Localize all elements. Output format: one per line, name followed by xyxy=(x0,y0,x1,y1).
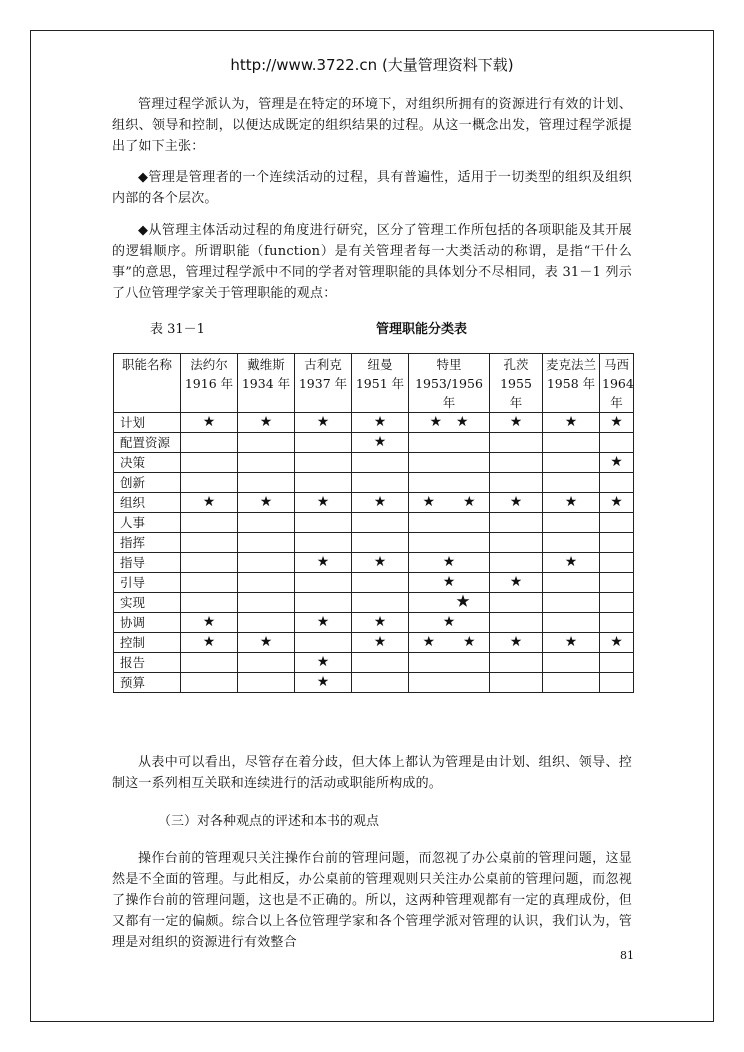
table-cell xyxy=(181,433,238,453)
table-cell xyxy=(238,673,295,693)
table-cell xyxy=(490,653,543,673)
table-row xyxy=(114,473,634,493)
header-massie: 马西 1964 年 xyxy=(600,354,634,413)
row-label: 人事 xyxy=(114,513,181,533)
table-cell: ★ xyxy=(295,413,352,433)
table-cell: ★ xyxy=(409,613,490,633)
table-cell: ★ xyxy=(295,653,352,673)
row-label: 协调 xyxy=(114,613,181,633)
table-cell: ★ xyxy=(600,413,634,433)
table-cell xyxy=(409,473,490,493)
table-cell xyxy=(600,613,634,633)
table-cell xyxy=(295,633,352,653)
table-row xyxy=(114,433,634,453)
table-cell xyxy=(600,433,634,453)
table-cell xyxy=(238,613,295,633)
row-label: 控制 xyxy=(114,633,181,653)
table-cell: ★ xyxy=(238,493,295,513)
table-cell: ★ xyxy=(181,493,238,513)
table-row xyxy=(114,553,634,573)
row-label: 配置资源 xyxy=(114,433,181,453)
row-label: 报告 xyxy=(114,653,181,673)
row-label: 引导 xyxy=(114,573,181,593)
table-cell xyxy=(600,533,634,553)
table-cell: ★ xyxy=(543,553,600,573)
table-cell xyxy=(409,673,490,693)
table-cell: ★ xyxy=(295,553,352,573)
table-cell xyxy=(600,553,634,573)
table-row xyxy=(114,673,634,693)
table-cell xyxy=(352,513,409,533)
row-label: 组织 xyxy=(114,493,181,513)
row-label: 计划 xyxy=(114,413,181,433)
table-cell: ★ xyxy=(352,493,409,513)
table-cell xyxy=(181,553,238,573)
table-cell xyxy=(543,473,600,493)
table-cell xyxy=(238,653,295,673)
table-cell: ★ xyxy=(352,553,409,573)
table-cell xyxy=(543,593,600,613)
table-cell xyxy=(352,593,409,613)
table-cell: ★ xyxy=(238,633,295,653)
table-cell xyxy=(181,533,238,553)
table-cell: ★ ★ xyxy=(409,493,490,513)
table-cell xyxy=(409,513,490,533)
table-cell xyxy=(543,433,600,453)
table-cell xyxy=(238,513,295,533)
table-cell: ★ ★ xyxy=(409,413,490,433)
table-cell xyxy=(238,473,295,493)
table-cell xyxy=(295,533,352,553)
table-cell xyxy=(490,433,543,453)
table-cell xyxy=(543,573,600,593)
table-row xyxy=(114,493,634,513)
table-cell xyxy=(543,613,600,633)
table-number: 表 31－1 xyxy=(150,322,205,337)
table-cell: ★ xyxy=(543,633,600,653)
table-cell xyxy=(352,673,409,693)
table-cell xyxy=(490,673,543,693)
table-cell xyxy=(295,573,352,593)
table-row xyxy=(114,533,634,553)
header-koontz: 孔茨 1955 年 xyxy=(490,354,543,413)
table-cell: ★ xyxy=(600,493,634,513)
table-cell xyxy=(490,473,543,493)
table-cell xyxy=(490,553,543,573)
page-number: 81 xyxy=(620,949,634,962)
paragraph-final: 操作台前的管理观只关注操作台前的管理问题，而忽视了办公桌前的管理问题，这显然是不全面的管理。与此相反，办公桌前的管理观则只关注办公桌前的管理问题，而忽视了操作台前的管理问题，这也是不正确的。所以，这两种管理观都有一定的真理成份，但又都有一定的偏颇。综合以上各位管理学家和各个管理学派对管理的认识，我们认为，管理是对组织的资源进行有效整合 xyxy=(112,851,632,950)
table-cell xyxy=(409,433,490,453)
row-label: 指挥 xyxy=(114,533,181,553)
table-cell xyxy=(490,453,543,473)
table-cell: ★ xyxy=(543,413,600,433)
paragraph-point-2: ◆从管理主体活动过程的角度进行研究，区分了管理工作所包括的各项职能及其开展的逻辑顺序。所谓职能（function）是有关管理者每一大类活动的称谓，是指“干什么事”的意思，管理过程学派中不同的学者对管理职能的具体划分不尽相同，表 31－1 列示了八位管理学家关于管理职能的观点： xyxy=(112,223,632,301)
table-cell xyxy=(181,573,238,593)
table-cell: ★ xyxy=(543,493,600,513)
table-cell xyxy=(352,653,409,673)
table-cell: ★ xyxy=(181,633,238,653)
table-header-row xyxy=(114,354,634,413)
table-cell: ★ xyxy=(600,633,634,653)
table-cell xyxy=(238,573,295,593)
table-cell xyxy=(543,673,600,693)
table-cell: ★ xyxy=(181,613,238,633)
table-cell xyxy=(181,473,238,493)
table-cell xyxy=(490,533,543,553)
table-cell xyxy=(238,553,295,573)
row-label: 预算 xyxy=(114,673,181,693)
table-cell xyxy=(352,473,409,493)
table-cell xyxy=(352,453,409,473)
table-row xyxy=(114,633,634,653)
table-cell xyxy=(600,593,634,613)
table-body xyxy=(114,413,634,693)
table-cell xyxy=(238,453,295,473)
table-cell xyxy=(238,533,295,553)
header-mcfarland: 麦克法兰 1958 年 xyxy=(543,354,600,413)
header-gulick: 古利克 1937 年 xyxy=(295,354,352,413)
table-row xyxy=(114,593,634,613)
table-cell xyxy=(543,453,600,473)
table-cell xyxy=(543,653,600,673)
table-cell: ★ ★ xyxy=(409,633,490,653)
table-row xyxy=(114,413,634,433)
table-cell: ★ xyxy=(409,553,490,573)
table-cell xyxy=(600,473,634,493)
table-cell: ★ xyxy=(295,673,352,693)
table-cell xyxy=(600,653,634,673)
table-row xyxy=(114,513,634,533)
table-cell xyxy=(543,513,600,533)
table-cell xyxy=(490,513,543,533)
table-cell xyxy=(352,533,409,553)
header-terry: 特里 1953/1956 年 xyxy=(409,354,490,413)
table-cell xyxy=(409,533,490,553)
table-cell xyxy=(181,593,238,613)
table-row xyxy=(114,573,634,593)
table-cell: ★ xyxy=(600,453,634,473)
table-cell xyxy=(490,613,543,633)
table-cell: ★ xyxy=(490,573,543,593)
table-cell xyxy=(295,453,352,473)
page-header: http://www.3722.cn (大量管理资料下载) xyxy=(230,56,514,74)
header-fayol: 法约尔 1916 年 xyxy=(181,354,238,413)
section-heading: （三）对各种观点的评述和本书的观点 xyxy=(158,814,380,829)
table-cell xyxy=(238,433,295,453)
table-cell: ★ xyxy=(490,493,543,513)
table-cell: ★ xyxy=(295,613,352,633)
table-cell: ★ xyxy=(409,573,490,593)
table-cell: ★ xyxy=(352,413,409,433)
table-cell xyxy=(600,513,634,533)
table-cell xyxy=(600,673,634,693)
paragraph-intro: 管理过程学派认为，管理是在特定的环境下，对组织所拥有的资源进行有效的计划、组织、领导和控制，以便达成既定的组织结果的过程。从这一概念出发，管理过程学派提出了如下主张： xyxy=(112,97,632,154)
table-cell xyxy=(490,593,543,613)
table-cell xyxy=(409,453,490,473)
table-cell xyxy=(295,593,352,613)
table-row xyxy=(114,653,634,673)
table-cell: ★ xyxy=(295,493,352,513)
row-label: 创新 xyxy=(114,473,181,493)
header-function-name: 职能名称 xyxy=(114,354,181,413)
table-cell xyxy=(181,513,238,533)
table-row xyxy=(114,613,634,633)
table-cell: ★ xyxy=(490,413,543,433)
row-label: 指导 xyxy=(114,553,181,573)
table-title: 管理职能分类表 xyxy=(376,322,468,337)
table-cell: ★ xyxy=(181,413,238,433)
table-cell: ★ xyxy=(238,413,295,433)
header-newman: 纽曼 1951 年 xyxy=(352,354,409,413)
table-cell xyxy=(238,593,295,613)
table-cell: ★ xyxy=(490,633,543,653)
table-cell xyxy=(543,533,600,553)
table-cell xyxy=(181,653,238,673)
table-row xyxy=(114,453,634,473)
paragraph-summary: 从表中可以看出，尽管存在着分歧，但大体上都认为管理是由计划、组织、领导、控制这一系列相互关联和连续进行的活动或职能所构成的。 xyxy=(112,755,632,791)
table-cell xyxy=(409,653,490,673)
management-functions-table xyxy=(113,353,634,693)
table-cell xyxy=(181,453,238,473)
table-cell xyxy=(295,473,352,493)
table-cell xyxy=(352,573,409,593)
row-label: 决策 xyxy=(114,453,181,473)
table-cell xyxy=(600,573,634,593)
table-cell xyxy=(295,513,352,533)
table-cell: ★ xyxy=(352,633,409,653)
row-label: 实现 xyxy=(114,593,181,613)
table-cell: ★ xyxy=(352,613,409,633)
paragraph-point-1: ◆管理是管理者的一个连续活动的过程，具有普遍性，适用于一切类型的组织及组织内部的各个层次。 xyxy=(112,170,632,206)
table-cell xyxy=(181,673,238,693)
table-cell xyxy=(295,433,352,453)
table-cell: ★ xyxy=(352,433,409,453)
header-davis: 戴维斯 1934 年 xyxy=(238,354,295,413)
table-cell: ★ xyxy=(409,593,490,613)
